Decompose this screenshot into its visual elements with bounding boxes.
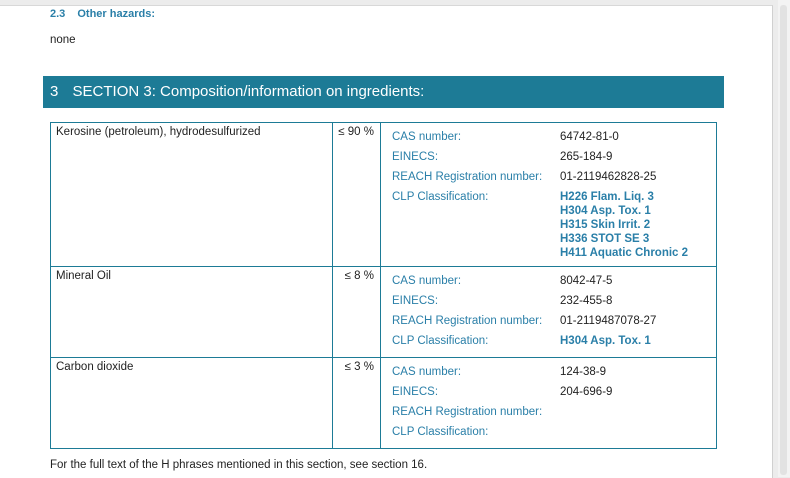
- clp-classification: H411 Aquatic Chronic 2: [560, 247, 689, 259]
- subsection-number: 2.3: [50, 8, 66, 20]
- reach-label: REACH Registration number:: [392, 171, 543, 183]
- ingredient-name: Kerosine (petroleum), hydrodesulfurized: [51, 123, 333, 267]
- reach-value: 01-2119487078-27: [560, 315, 657, 327]
- clp-label: CLP Classification:: [392, 426, 489, 438]
- einecs-label: EINECS:: [392, 151, 439, 163]
- ingredient-details: [381, 267, 717, 358]
- section-header-bar: [43, 76, 724, 108]
- ingredient-details: [381, 123, 717, 267]
- other-hazards-value: none: [50, 34, 76, 46]
- ingredient-name: Carbon dioxide: [51, 358, 333, 449]
- cas-label: CAS number:: [392, 275, 462, 287]
- clp-classification: H226 Flam. Liq. 3: [560, 191, 654, 203]
- reach-value: [560, 402, 716, 422]
- subsection-title: Other hazards:: [77, 8, 155, 20]
- einecs-value: 265-184-9: [560, 151, 613, 163]
- einecs-value: 204-696-9: [560, 386, 613, 398]
- clp-values: [560, 422, 716, 442]
- document-page: [0, 5, 773, 478]
- table-row: [51, 123, 717, 267]
- ingredient-details: [381, 358, 717, 449]
- cas-value: 8042-47-5: [560, 275, 613, 287]
- subsection-heading: [50, 8, 155, 20]
- ingredient-concentration: ≤ 90 %: [333, 123, 381, 267]
- vertical-scrollbar[interactable]: [778, 0, 790, 477]
- cas-label: CAS number:: [392, 131, 462, 143]
- einecs-label: EINECS:: [392, 295, 439, 307]
- clp-classification: H315 Skin Irrit. 2: [560, 219, 651, 231]
- clp-label: CLP Classification:: [392, 191, 489, 203]
- ingredient-concentration: ≤ 3 %: [333, 358, 381, 449]
- section-title: SECTION 3: Composition/information on ingredients:: [72, 83, 425, 100]
- cas-value: 64742-81-0: [560, 131, 619, 143]
- einecs-label: EINECS:: [392, 386, 439, 398]
- ingredient-concentration: ≤ 8 %: [333, 267, 381, 358]
- section-number: 3: [50, 83, 59, 100]
- reach-value: 01-2119462828-25: [560, 171, 657, 183]
- ingredient-name: Mineral Oil: [51, 267, 333, 358]
- table-row: [51, 358, 717, 449]
- cas-label: CAS number:: [392, 366, 462, 378]
- clp-values: [560, 187, 716, 260]
- ingredients-table: [50, 122, 717, 449]
- reach-label: REACH Registration number:: [392, 406, 543, 418]
- clp-values: [560, 331, 716, 351]
- cas-value: 124-38-9: [560, 366, 607, 378]
- clp-classification: H304 Asp. Tox. 1: [560, 335, 651, 347]
- clp-label: CLP Classification:: [392, 335, 489, 347]
- reach-label: REACH Registration number:: [392, 315, 543, 327]
- scrollbar-thumb[interactable]: [780, 5, 787, 475]
- einecs-value: 232-455-8: [560, 295, 613, 307]
- table-row: [51, 267, 717, 358]
- clp-classification: H304 Asp. Tox. 1: [560, 205, 651, 217]
- footer-note: For the full text of the H phrases mentioned in this section, see section 16.: [50, 459, 428, 471]
- clp-classification: H336 STOT SE 3: [560, 233, 650, 245]
